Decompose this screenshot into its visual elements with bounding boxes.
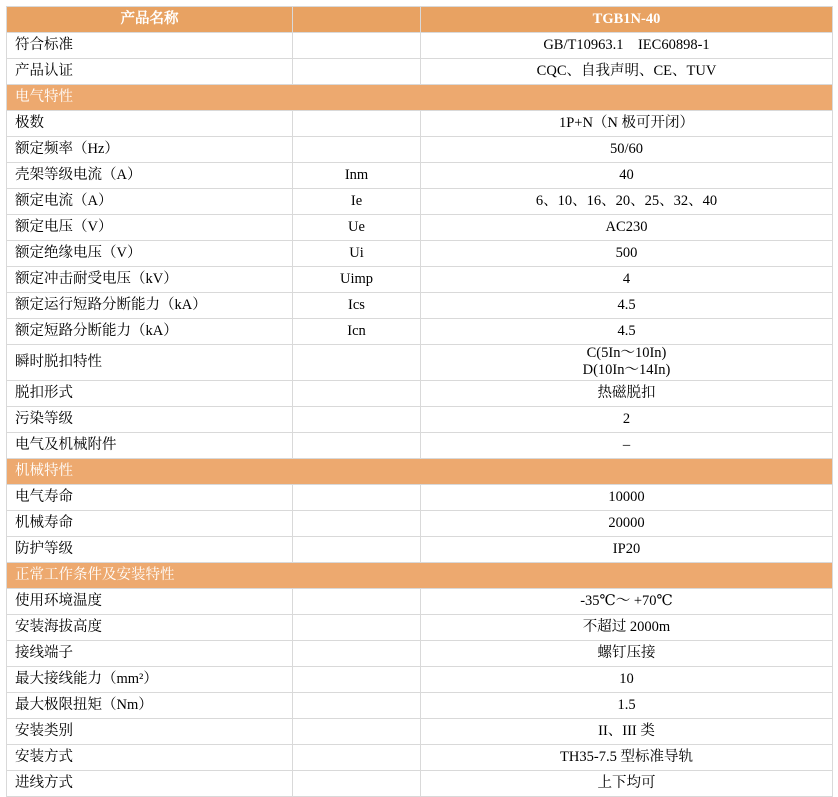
table-row xyxy=(7,215,833,241)
row-parameter-name: 壳架等级电流（A） xyxy=(7,163,293,189)
row-parameter-value: CQC、自我声明、CE、TUV xyxy=(421,59,833,85)
header-symbol-cell xyxy=(293,7,421,33)
section-title: 电气特性 xyxy=(7,85,833,111)
row-parameter-value-line: C(5In～10In) xyxy=(586,345,667,361)
row-parameter-symbol xyxy=(293,692,421,718)
header-product-name-label: 产品名称 xyxy=(7,7,293,33)
row-parameter-symbol xyxy=(293,432,421,458)
row-parameter-symbol xyxy=(293,614,421,640)
row-parameter-symbol xyxy=(293,345,421,381)
table-row xyxy=(7,319,833,345)
row-parameter-symbol xyxy=(293,536,421,562)
row-parameter-value: 上下均可 xyxy=(421,770,833,796)
row-parameter-name: 接线端子 xyxy=(7,640,293,666)
table-row xyxy=(7,163,833,189)
row-parameter-value: – xyxy=(421,432,833,458)
row-parameter-symbol: Ui xyxy=(293,241,421,267)
row-parameter-symbol xyxy=(293,744,421,770)
row-parameter-value: TH35-7.5 型标准导轨 xyxy=(421,744,833,770)
row-parameter-symbol: Inm xyxy=(293,163,421,189)
row-parameter-symbol xyxy=(293,640,421,666)
table-row xyxy=(7,241,833,267)
row-parameter-value: 500 xyxy=(421,241,833,267)
table-row xyxy=(7,692,833,718)
row-parameter-name: 额定频率（Hz） xyxy=(7,137,293,163)
row-parameter-name: 最大极限扭矩（Nm） xyxy=(7,692,293,718)
row-parameter-value: 6、10、16、20、25、32、40 xyxy=(421,189,833,215)
row-parameter-value: 1P+N（N 极可开闭） xyxy=(421,111,833,137)
row-parameter-name: 额定运行短路分断能力（kA） xyxy=(7,293,293,319)
row-parameter-name: 额定绝缘电压（V） xyxy=(7,241,293,267)
table-row xyxy=(7,770,833,796)
table-row xyxy=(7,640,833,666)
row-parameter-value xyxy=(421,345,833,381)
row-parameter-name: 额定冲击耐受电压（kV） xyxy=(7,267,293,293)
row-parameter-name: 安装类别 xyxy=(7,718,293,744)
row-parameter-value: 4 xyxy=(421,267,833,293)
table-row xyxy=(7,406,833,432)
row-parameter-name: 电气寿命 xyxy=(7,484,293,510)
row-parameter-name: 污染等级 xyxy=(7,406,293,432)
table-section-row xyxy=(7,562,833,588)
table-row xyxy=(7,432,833,458)
row-parameter-name: 额定短路分断能力（kA） xyxy=(7,319,293,345)
row-parameter-name: 额定电流（A） xyxy=(7,189,293,215)
row-parameter-value: IP20 xyxy=(421,536,833,562)
row-parameter-name: 使用环境温度 xyxy=(7,588,293,614)
table-row xyxy=(7,614,833,640)
product-specification-table xyxy=(6,6,833,797)
row-parameter-name: 安装海拔高度 xyxy=(7,614,293,640)
row-parameter-value-line: D(10In～14In) xyxy=(582,362,671,379)
row-parameter-name: 极数 xyxy=(7,111,293,137)
row-parameter-name: 额定电压（V） xyxy=(7,215,293,241)
row-parameter-value: 4.5 xyxy=(421,293,833,319)
row-parameter-symbol xyxy=(293,59,421,85)
row-parameter-symbol: Ue xyxy=(293,215,421,241)
row-parameter-symbol: Uimp xyxy=(293,267,421,293)
row-parameter-value: 10000 xyxy=(421,484,833,510)
table-row xyxy=(7,345,833,381)
row-parameter-symbol xyxy=(293,406,421,432)
row-parameter-value: 50/60 xyxy=(421,137,833,163)
table-body xyxy=(7,7,833,797)
table-row xyxy=(7,59,833,85)
row-parameter-value: AC230 xyxy=(421,215,833,241)
row-parameter-symbol xyxy=(293,770,421,796)
table-row xyxy=(7,293,833,319)
row-parameter-value: GB/T10963.1 IEC60898-1 xyxy=(421,33,833,59)
row-parameter-symbol xyxy=(293,137,421,163)
row-parameter-value: II、III 类 xyxy=(421,718,833,744)
table-row xyxy=(7,484,833,510)
table-row xyxy=(7,267,833,293)
row-parameter-symbol: Ics xyxy=(293,293,421,319)
row-parameter-name: 产品认证 xyxy=(7,59,293,85)
row-parameter-symbol xyxy=(293,33,421,59)
row-parameter-symbol: Ie xyxy=(293,189,421,215)
row-parameter-name: 瞬时脱扣特性 xyxy=(7,345,293,381)
row-parameter-name: 进线方式 xyxy=(7,770,293,796)
row-parameter-symbol xyxy=(293,588,421,614)
row-parameter-value: 热磁脱扣 xyxy=(421,380,833,406)
row-parameter-symbol xyxy=(293,484,421,510)
table-row xyxy=(7,666,833,692)
row-parameter-value: 40 xyxy=(421,163,833,189)
table-row xyxy=(7,744,833,770)
row-parameter-value: 不超过 2000m xyxy=(421,614,833,640)
row-parameter-value: -35℃～ +70℃ xyxy=(421,588,833,614)
section-title: 正常工作条件及安装特性 xyxy=(7,562,833,588)
row-parameter-name: 电气及机械附件 xyxy=(7,432,293,458)
row-parameter-symbol xyxy=(293,380,421,406)
table-section-row xyxy=(7,458,833,484)
table-row xyxy=(7,137,833,163)
row-parameter-value: 20000 xyxy=(421,510,833,536)
row-parameter-name: 脱扣形式 xyxy=(7,380,293,406)
row-parameter-value: 螺钉压接 xyxy=(421,640,833,666)
table-header-row xyxy=(7,7,833,33)
row-parameter-symbol xyxy=(293,718,421,744)
row-parameter-value: 10 xyxy=(421,666,833,692)
row-parameter-name: 安装方式 xyxy=(7,744,293,770)
table-row xyxy=(7,189,833,215)
table-row xyxy=(7,510,833,536)
row-parameter-value: 2 xyxy=(421,406,833,432)
header-product-model-value: TGB1N-40 xyxy=(421,7,833,33)
row-parameter-symbol xyxy=(293,111,421,137)
row-parameter-value: 1.5 xyxy=(421,692,833,718)
row-parameter-symbol xyxy=(293,510,421,536)
table-row xyxy=(7,111,833,137)
row-parameter-name: 符合标准 xyxy=(7,33,293,59)
row-parameter-name: 机械寿命 xyxy=(7,510,293,536)
row-parameter-symbol xyxy=(293,666,421,692)
table-row xyxy=(7,380,833,406)
table-row xyxy=(7,536,833,562)
row-parameter-value: 4.5 xyxy=(421,319,833,345)
row-parameter-name: 最大接线能力（mm²） xyxy=(7,666,293,692)
row-parameter-symbol: Icn xyxy=(293,319,421,345)
row-parameter-name: 防护等级 xyxy=(7,536,293,562)
table-row xyxy=(7,588,833,614)
table-section-row xyxy=(7,85,833,111)
section-title: 机械特性 xyxy=(7,458,833,484)
table-row xyxy=(7,718,833,744)
table-row xyxy=(7,33,833,59)
